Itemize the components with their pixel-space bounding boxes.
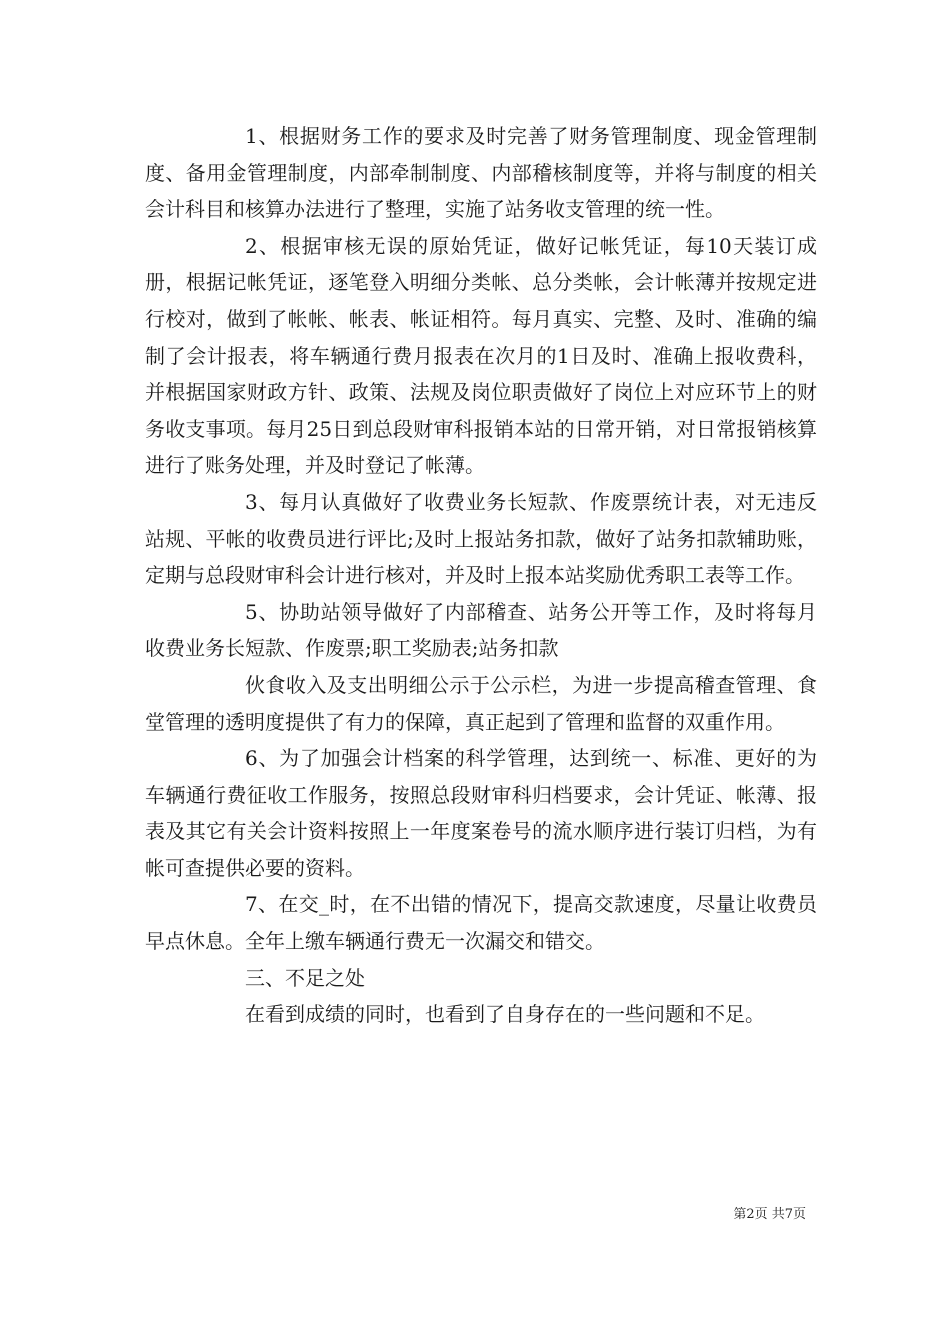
paragraph-5: 5、协助站领导做好了内部稽查、站务公开等工作，及时将每月收费业务长短款、作废票;职工奖励表;站务扣款 (145, 599, 817, 661)
paragraph-7: 7、在交_时，在不出错的情况下，提高交款速度，尽量让收费员早点休息。全年上缴车辆通行费无一次漏交和错交。 (145, 892, 817, 954)
section-heading: 三、不足之处 (245, 965, 365, 990)
paragraph-shortcomings: 在看到成绩的同时，也看到了自身存在的一些问题和不足。 (245, 1002, 765, 1027)
body-text (145, 118, 817, 1033)
paragraph-3: 3、每月认真做好了收费业务长短款、作废票统计表，对无违反站规、平帐的收费员进行评比;及时上报站务扣款，做好了站务扣款辅助账，定期与总段财审科会计进行核对，并及时上报本站奖励优秀职工表等工作。 (145, 489, 817, 588)
page-footer: 第2页 共7页 (733, 1207, 806, 1222)
paragraph-2: 2、根据审核无误的原始凭证，做好记帐凭证，每10天装订成册，根据记帐凭证，逐笔登入明细分类帐、总分类帐，会计帐薄并按规定进行校对，做到了帐帐、帐表、帐证相符。每月真实、完整、及时、准确的编制了会计报表，将车辆通行费月报表在次月的1日及时、准确上报收费科，并根据国家财政方针、政策、法规及岗位职责做好了岗位上对应环节上的财务收支事项。每月25日到总段财审科报销本站的日常开销，对日常报销核算进行了账务处理，并及时登记了帐薄。 (145, 233, 817, 478)
paragraph-5-continued: 伙食收入及支出明细公示于公示栏，为进一步提高稽查管理、食堂管理的透明度提供了有力的保障，真正起到了管理和监督的双重作用。 (145, 672, 817, 734)
paragraph-6: 6、为了加强会计档案的科学管理，达到统一、标准、更好的为车辆通行费征收工作服务，按照总段财审科归档要求，会计凭证、帐薄、报表及其它有关会计资料按照上一年度案卷号的流水顺序进行装订归档，为有帐可查提供必要的资料。 (145, 746, 817, 880)
paragraph-1: 1、根据财务工作的要求及时完善了财务管理制度、现金管理制度、备用金管理制度，内部牵制制度、内部稽核制度等，并将与制度的相关会计科目和核算办法进行了整理，实施了站务收支管理的统一性。 (145, 124, 817, 222)
